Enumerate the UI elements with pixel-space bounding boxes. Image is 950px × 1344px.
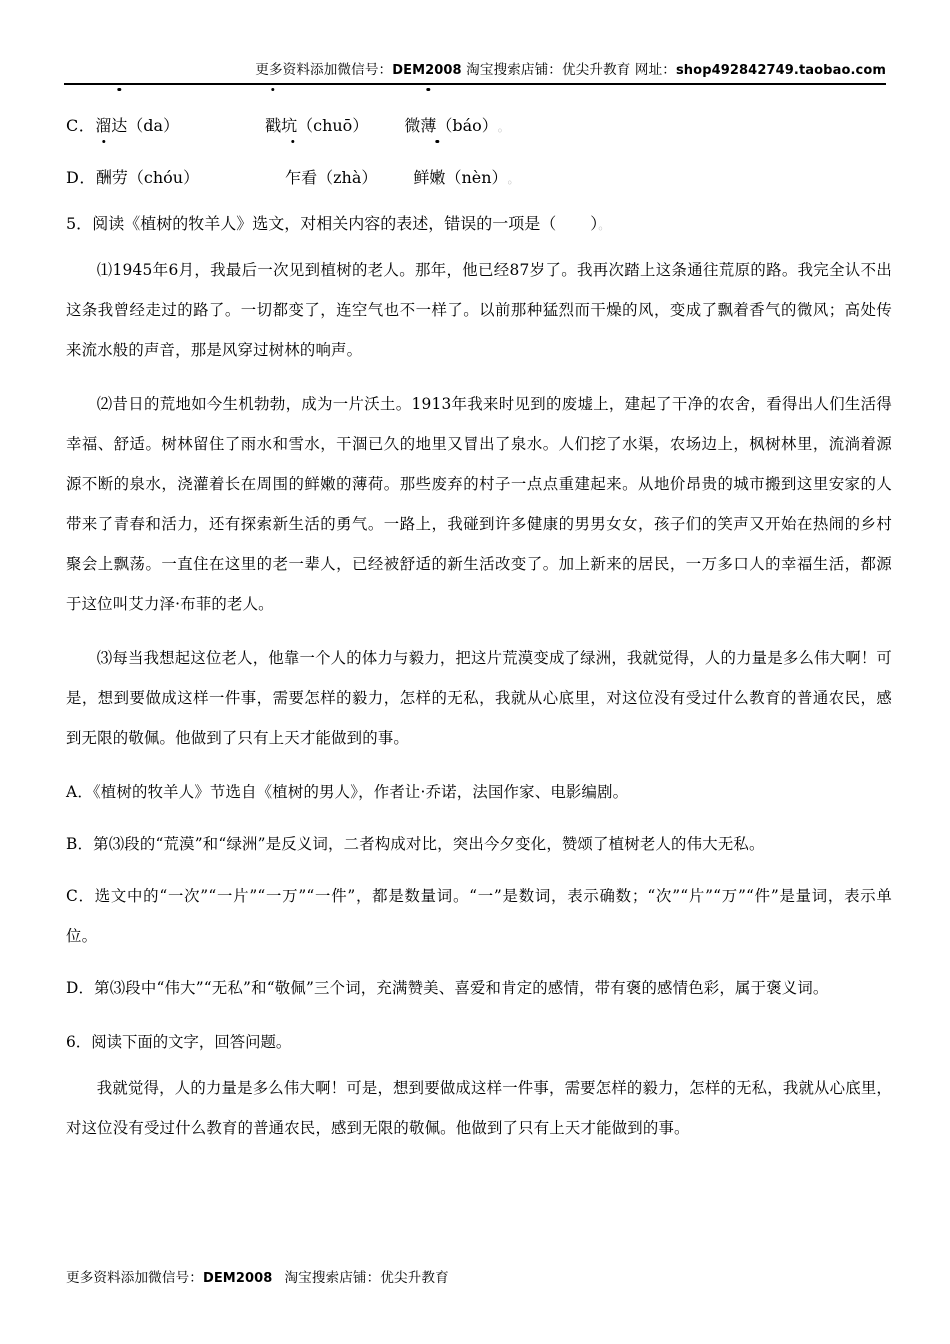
header-url: shop492842749.taobao.com — [675, 63, 886, 78]
option-d-group-2-post: 看 — [301, 168, 318, 187]
header-wechat-id: DEM2008 — [392, 63, 462, 78]
header-promo-prefix: 更多资料添加微信号： — [255, 62, 393, 78]
question-6-text: 阅读下面的文字，回答问题。 — [91, 1033, 292, 1051]
option-c-group-3-pinyin: （báo） — [436, 116, 498, 135]
option-c-tail-mark: 。 — [497, 120, 510, 134]
question-5-text: 阅读《植树的牧羊人》选文，对相关内容的表述，错误的一项是（ — [92, 214, 557, 233]
option-d-group-3-pre: 鲜 — [413, 168, 430, 187]
header-divider — [64, 83, 886, 85]
footer-promo-prefix: 更多资料添加微信号： — [66, 1270, 203, 1286]
footer-shop-label: 淘宝搜索店铺：优尖升教育 — [284, 1270, 449, 1286]
option-c-label: C． — [66, 116, 96, 135]
option-d-group-1-post: 劳 — [111, 168, 128, 187]
page-footer — [66, 1266, 449, 1286]
option-d-tail-mark: 。 — [507, 172, 520, 186]
option-c-group-1 — [95, 100, 179, 152]
question-6-number: 6． — [66, 1033, 92, 1051]
question-5-stem — [66, 216, 892, 232]
option-c-group-1-pre: 溜 — [95, 116, 112, 135]
option-d-group-3-pinyin: （nèn） — [445, 168, 508, 187]
question-5-number: 5． — [66, 214, 93, 233]
choice-c[interactable]: C．选文中的“一次”“一片”“一万”“一件”，都是数量词。“一”是数词，表示确数；“次”“片”“万”“件”是量词，表示单位。 — [66, 887, 892, 945]
passage-paragraph-1: ⑴1945年6月，我最后一次见到植树的老人。那年，他已经87岁了。我再次踏上这条通往荒原的路。我完全认不出这条我曾经走过的路了。一切都变了，连空气也不一样了。以前那种猛烈而干燥的风，变成了飘着香气的微风；高处传来流水般的声音，那是风穿过树林的响声。 — [66, 261, 892, 359]
question-6-stem — [66, 1022, 892, 1062]
option-row-d — [66, 152, 892, 204]
option-d-group-2 — [285, 152, 377, 204]
question-6-quoted-passage: 我就觉得，人的力量是多么伟大啊！可是，想到要做成这样一件事，需要怎样的毅力，怎样的无私，我就从心底里，对这位没有受过什么教育的普通农民，感到无限的敬佩。他做到了只有上天才能做到的事。 — [66, 1079, 892, 1137]
option-d-group-2-dotted-char: 乍 — [285, 152, 301, 204]
passage-paragraph-3: ⑶每当我想起这位老人，他靠一个人的体力与毅力，把这片荒漠变成了绿洲，我就觉得，人的力量是多么伟大啊！可是，想到要做成这样一件事，需要怎样的毅力，怎样的无私，我就从心底里，对这位没有受过什么教育的普通农民，感到无限的敬佩。他做到了只有上天才能做到的事。 — [66, 649, 892, 747]
header-url-label: 网址： — [634, 62, 676, 78]
option-c-group-3-dotted-char: 薄 — [420, 100, 436, 152]
option-d-group-3 — [413, 152, 507, 204]
page-header — [64, 62, 886, 85]
choice-d[interactable]: D．第⑶段中“伟大”“无私”和“敬佩”三个词，充满赞美、喜爱和肯定的感情，带有褒的感情色彩，属于褒义词。 — [66, 979, 829, 997]
option-row-c — [66, 100, 892, 152]
passage-paragraph-2: ⑵昔日的荒地如今生机勃勃，成为一片沃土。1913年我来时见到的废墟上，建起了干净的农舍，看得出人们生活得幸福、舒适。树林留住了雨水和雪水，干涸已久的地里又冒出了泉水。人们挖了水渠，农场边上，枫树林里，流淌着源源不断的泉水，浇灌着长在周围的鲜嫩的薄荷。那些废弃的村子一点点重建起来。从地价昂贵的城市搬到这里安家的人带来了青春和活力，还有探索新生活的勇气。一路上，我碰到许多健康的男男女女，孩子们的笑声又开始在热闹的乡村聚会上飘荡。一直住在这里的老一辈人，已经被舒适的新生活改变了。加上新来的居民，一万多口人的幸福生活，都源于这位叫艾力泽·布菲的老人。 — [66, 395, 892, 613]
option-c-group-3-pre: 微 — [404, 116, 421, 135]
document-body — [66, 100, 892, 1148]
option-d-group-1 — [96, 152, 199, 204]
option-d-group-3-dotted-char: 嫩 — [429, 152, 445, 204]
footer-wechat-id: DEM2008 — [202, 1271, 273, 1286]
option-c-group-1-dotted-char: 达 — [111, 100, 127, 152]
choice-b[interactable]: B．第⑶段的“荒漠”和“绿洲”是反义词，二者构成对比，突出今夕变化，赞颂了植树老人的伟大无私。 — [66, 835, 765, 853]
option-d-group-1-dotted-char: 酬 — [96, 152, 112, 204]
option-c-group-2-pinyin: （chuō） — [297, 116, 369, 135]
option-d-group-2-pinyin: （zhà） — [317, 168, 378, 187]
option-c-group-2-post: 坑 — [281, 116, 298, 135]
option-d-group-1-pinyin: （chóu） — [127, 168, 200, 187]
question-5-text-after: ） — [590, 214, 599, 233]
option-c-group-2-dotted-char: 戳 — [265, 100, 281, 152]
header-shop-label: 淘宝搜索店铺：优尖升教育 — [466, 62, 631, 78]
header-promo-line — [64, 62, 886, 79]
option-c-group-1-pinyin: （da） — [127, 116, 180, 135]
option-c-group-2 — [265, 100, 368, 152]
option-c-group-3 — [404, 100, 497, 152]
option-d-label: D． — [66, 168, 96, 187]
choice-a[interactable]: A．《植树的牧羊人》节选自《植树的男人》，作者让·乔诺，法国作家、电影编剧。 — [66, 783, 629, 801]
question-5-tail-mark: 。 — [598, 218, 611, 232]
